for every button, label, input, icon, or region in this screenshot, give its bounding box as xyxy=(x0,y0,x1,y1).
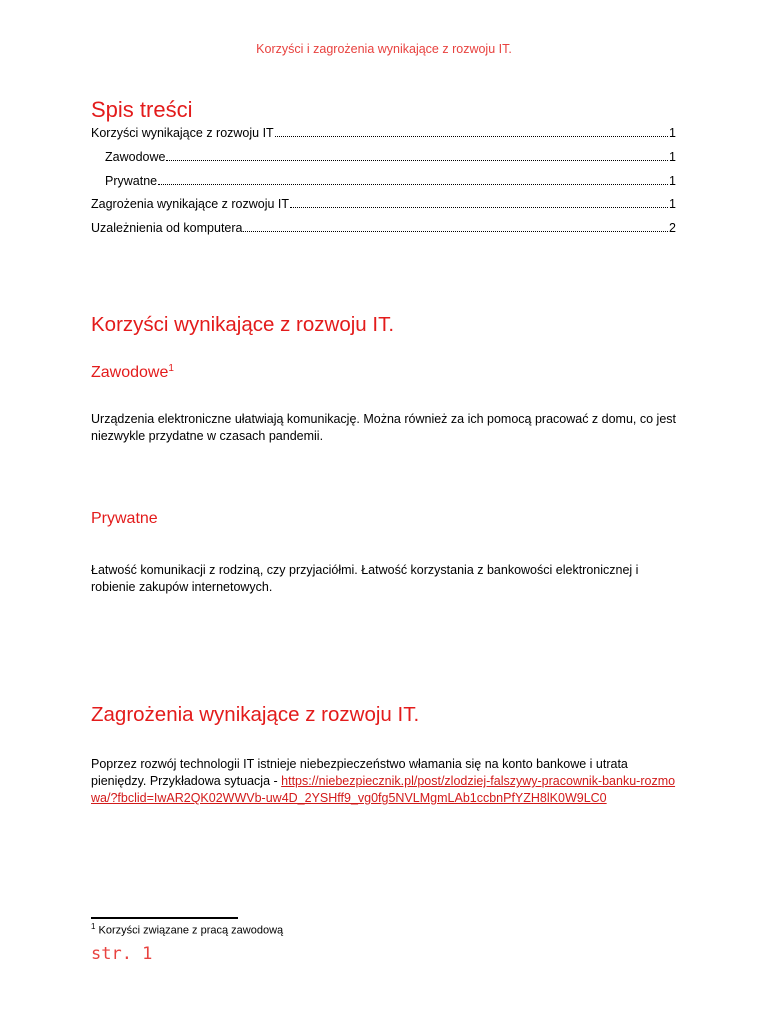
heading-professional xyxy=(91,363,174,382)
heading-threats: Zagrożenia wynikające z rozwoju IT. xyxy=(91,703,420,726)
toc-leader-dots xyxy=(158,174,668,185)
toc-page-number: 1 xyxy=(669,150,676,164)
toc-page-number: 1 xyxy=(669,174,676,188)
footnote-separator xyxy=(91,917,238,919)
heading-benefits: Korzyści wynikające z rozwoju IT. xyxy=(91,313,395,336)
toc-leader-dots xyxy=(290,197,668,208)
paragraph-professional: Urządzenia elektroniczne ułatwiają komunikację. Można również za ich pomocą pracować z domu, co jest niezwykle przydatne w czasach pandemii. xyxy=(91,412,676,443)
toc-title: Spis treści xyxy=(91,97,193,122)
toc-leader-dots xyxy=(275,126,668,137)
toc-page-number: 1 xyxy=(669,126,676,140)
paragraph-threats-text: Poprzez rozwój technologii IT istnieje niebezpieczeństwo włamania się na konto bankowe i utrata pieniędzy. Przykładowa sytuacja - xyxy=(91,757,628,788)
article-link[interactable]: https://niebezpiecznik.pl/post/zlodziej-falszywy-pracownik-banku-rozmowa/?fbclid=IwAR2QK02WWVb-uw4D_2YSHff9_vg0fg5NVLMgmLAb1ccbnPfYZH8lK0W9LC0 xyxy=(91,774,676,805)
toc-entry-professional[interactable] xyxy=(105,150,676,168)
toc-entry-label: Zagrożenia wynikające z rozwoju IT xyxy=(91,197,289,211)
heading-private: Prywatne xyxy=(91,510,158,527)
footnote-number: 1 xyxy=(91,922,96,931)
toc-entry-threats[interactable] xyxy=(91,197,676,215)
paragraph-threats xyxy=(91,756,681,807)
toc-page-number: 2 xyxy=(669,221,676,235)
toc-entry-private[interactable] xyxy=(105,174,676,192)
toc-leader-dots xyxy=(243,221,668,232)
toc-entry-label: Prywatne xyxy=(105,174,158,188)
page-header: Korzyści i zagrożenia wynikające z rozwoju IT. xyxy=(256,42,512,56)
toc-entry-label: Korzyści wynikające z rozwoju IT xyxy=(91,126,274,140)
paragraph-private: Łatwość komunikacji z rodziną, czy przyjaciółmi. Łatwość korzystania z bankowości elektronicznej i robienie zakupów internetowych. xyxy=(91,563,639,594)
toc-page-number: 1 xyxy=(669,197,676,211)
toc-entry-benefits[interactable] xyxy=(91,126,676,144)
heading-professional-text: Zawodowe xyxy=(91,364,169,381)
footnote-reference[interactable]: 1 xyxy=(168,363,174,374)
footnote-text: Korzyści związane z pracą zawodową xyxy=(98,924,284,937)
page-number-footer: str. 1 xyxy=(91,944,153,964)
toc-entry-label: Zawodowe xyxy=(105,150,166,164)
toc-leader-dots xyxy=(166,150,668,161)
footnote xyxy=(91,922,283,937)
toc-entry-label: Uzależnienia od komputera xyxy=(91,221,243,235)
toc-entry-addiction[interactable] xyxy=(91,221,676,239)
